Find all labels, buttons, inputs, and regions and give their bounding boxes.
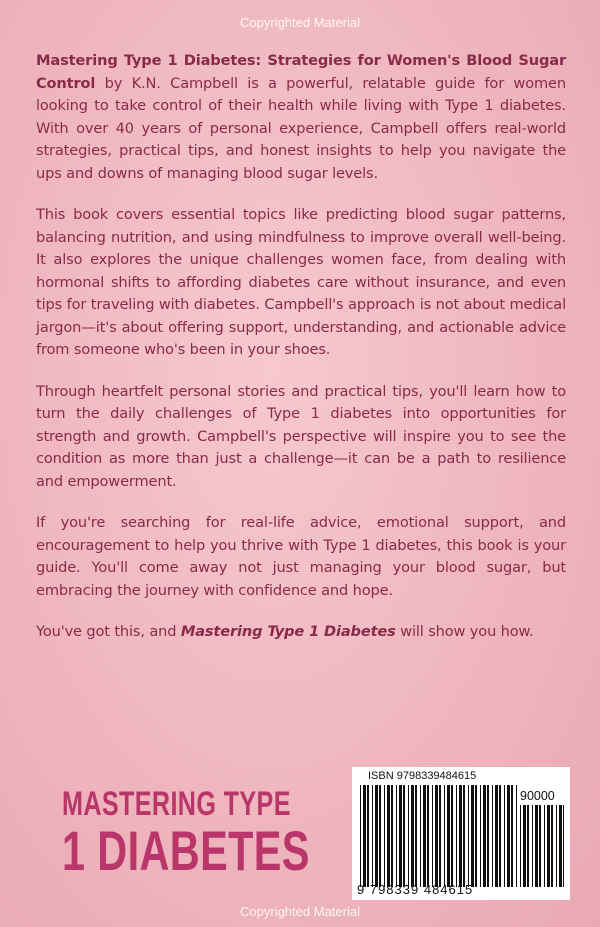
barcode-bar (447, 785, 450, 887)
barcode-bar (415, 785, 417, 887)
barcode-bar (495, 785, 498, 887)
barcode-bar (372, 785, 373, 887)
barcode-bar (516, 785, 517, 887)
barcode-bar (544, 805, 545, 887)
closing-pre: You've got this, and (36, 623, 181, 640)
barcode-bar (507, 785, 510, 887)
blurb (36, 50, 566, 663)
barcode-bar (459, 785, 462, 887)
paragraph-2: This book covers essential topics like predicting blood sugar patterns, balancing nutrition, and using mindfulness to improve overall well-being. It also explores the unique challenges women face, from dealing with hormonal shifts to affording diabetes care without insurance, and even tips for traveling with diabetes. Campbell's approach is not about medical jargon—it's about offering support, understanding, and actionable advice from someone who's been in your shoes. (36, 206, 566, 358)
title-logo-line2: 1 DIABETES (62, 819, 310, 882)
barcode (352, 767, 570, 900)
barcode-bar (367, 785, 369, 887)
watermark-bottom: Copyrighted Material (240, 904, 360, 919)
closing-title: Mastering Type 1 Diabetes (180, 623, 396, 640)
paragraph-1-text: by K.N. Campbell is a powerful, relatable guide for women looking to take control of their health while living with Type 1 diabetes. With over 40 years of personal experience, Campbell offers real-world strategies, practical tips, and honest insights to help you navigate the ups and downs of managing blood sugar levels. (36, 74, 566, 182)
closing-post: will show you how. (395, 623, 534, 640)
paragraph-1 (36, 50, 566, 185)
barcode-bar (504, 785, 505, 887)
barcode-bar (527, 805, 529, 887)
barcode-bar (523, 805, 526, 887)
barcode-bar (492, 785, 493, 887)
barcode-bar (499, 785, 501, 887)
price-code: 90000 (520, 789, 555, 803)
barcode-bar (556, 805, 557, 887)
paragraph-3: Through heartfelt personal stories and practical tips, you'll learn how to turn the daily challenges of Type 1 diabetes into opportunities for strength and growth. Campbell's perspective will inspire you to see the condition as more than just a challenge—it can be a path to resilience and empowerment. (36, 382, 566, 490)
barcode-bar (375, 785, 378, 887)
barcode-bar (427, 785, 429, 887)
barcode-bar (363, 785, 366, 887)
isbn-label: ISBN 9798339484615 (368, 770, 477, 782)
barcode-bar (403, 785, 405, 887)
barcode-bar (456, 785, 457, 887)
barcode-bar (451, 785, 453, 887)
barcode-bar (463, 785, 465, 887)
paragraph-4: If you're searching for real-life advice, emotional support, and encouragement to help you thrive with Type 1 diabetes, this book is your guide. You'll come away not just managing your blood sugar, but embracing the journey with confidence and hope. (36, 514, 566, 599)
barcode-bar (535, 805, 538, 887)
barcode-bar (379, 785, 381, 887)
barcode-bar (408, 785, 409, 887)
barcode-bar (423, 785, 426, 887)
barcode-bar (432, 785, 433, 887)
barcode-bar (444, 785, 445, 887)
barcode-bar (520, 805, 521, 887)
barcode-bar (475, 785, 477, 887)
barcode-bar (483, 785, 486, 887)
barcode-bar (435, 785, 438, 887)
barcode-bar (387, 785, 390, 887)
barcode-bar (411, 785, 414, 887)
barcode-bar (468, 785, 469, 887)
barcode-bar (396, 785, 397, 887)
barcode-bar (547, 805, 550, 887)
barcode-bar (532, 805, 533, 887)
barcode-bar (384, 785, 385, 887)
barcode-bar (539, 805, 541, 887)
barcode-bar (487, 785, 489, 887)
barcode-bar (563, 805, 564, 887)
barcode-bar (420, 785, 421, 887)
title-logo (62, 785, 397, 882)
book-title-inline: Mastering Type 1 Diabetes: Strategies for Women's Blood Sugar Control (36, 52, 566, 92)
barcode-bars (360, 785, 518, 887)
barcode-bar (551, 805, 553, 887)
barcode-bar (399, 785, 402, 887)
barcode-bar (559, 805, 562, 887)
barcode-bar (471, 785, 474, 887)
barcode-addon-bars (520, 805, 564, 887)
paragraph-5 (36, 621, 566, 644)
barcode-bar (511, 785, 513, 887)
barcode-digits: 9 798339 484615 (357, 882, 474, 897)
barcode-bar (360, 785, 361, 887)
barcode-bar (391, 785, 393, 887)
watermark-top: Copyrighted Material (240, 15, 360, 30)
title-logo-line1: MASTERING TYPE (62, 785, 291, 823)
barcode-bar (480, 785, 481, 887)
barcode-bar (439, 785, 441, 887)
